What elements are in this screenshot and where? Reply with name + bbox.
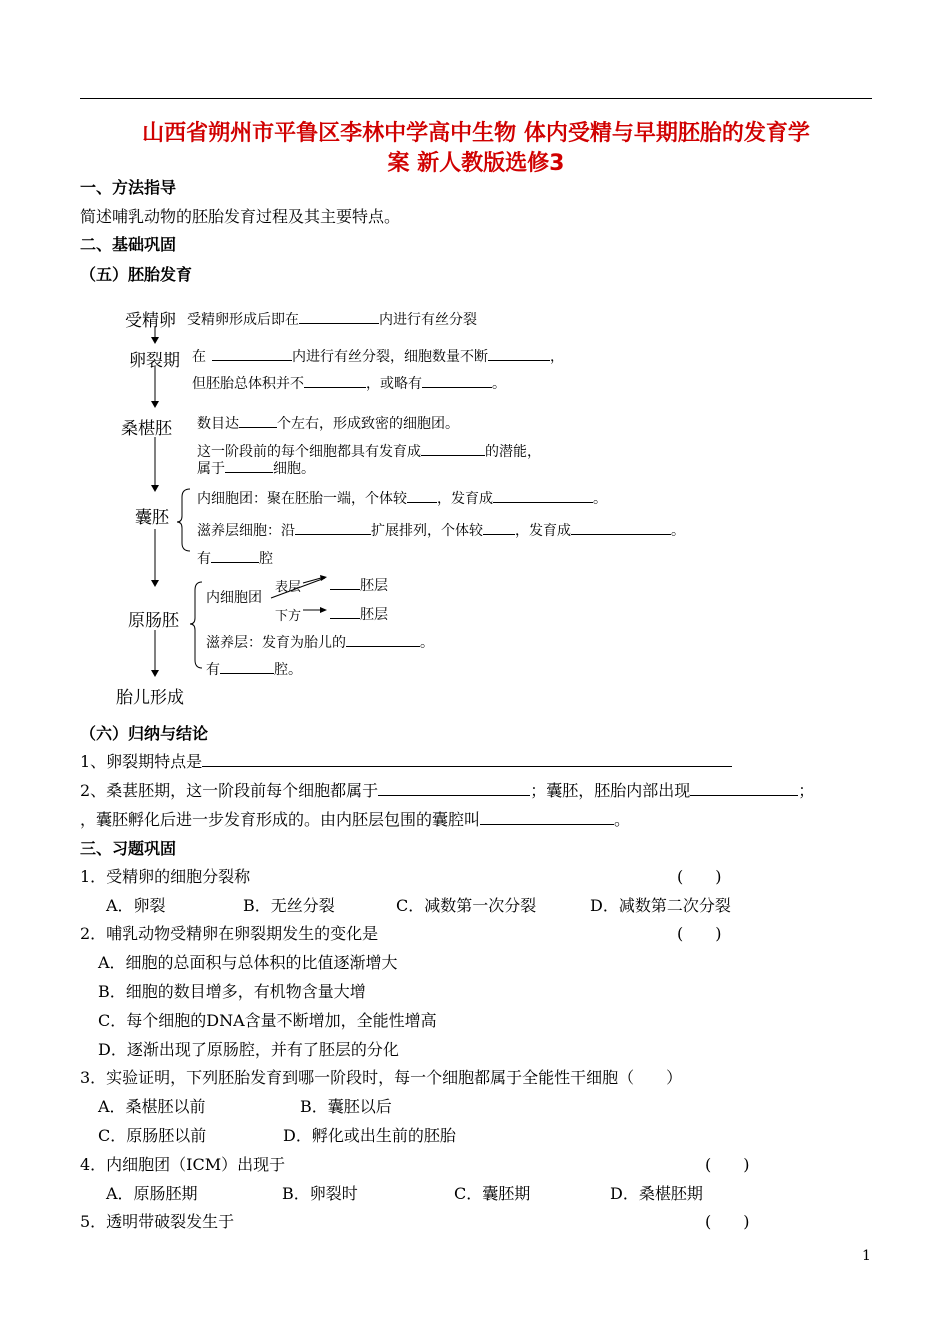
conclusion-q1: 1、卵裂期特点是 — [80, 749, 732, 772]
answer-paren-q2: ( ) — [677, 924, 722, 943]
q2-option-c: C．每个细胞的DNA含量不断增加，全能性增高 — [98, 1011, 437, 1030]
page-number: 1 — [862, 1248, 871, 1264]
q2-option-a: A．细胞的总面积与总体积的比值逐渐增大 — [98, 953, 398, 972]
exercise-q2: 2．哺乳动物受精卵在卵裂期发生的变化是 — [80, 924, 379, 943]
blastula-trophoblast-desc: 滋养层细胞：沿 扩展排列，个体较 ，发育成 。 — [197, 520, 685, 540]
morula-desc-1: 数目达 个左右，形成致密的细胞团。 — [197, 413, 459, 433]
q3-option-d: D．孵化或出生前的胚胎 — [283, 1126, 456, 1145]
arrow-head — [151, 337, 159, 344]
exercise-q3: 3．实验证明，下列胚胎发育到哪一阶段时，每一个细胞都属于全能性干细胞（ ） — [80, 1068, 683, 1087]
stage-blastula: 囊胚 — [135, 508, 169, 528]
q1-option-b: B．无丝分裂 — [243, 896, 335, 915]
q1-option-a: A．卵裂 — [106, 896, 166, 915]
arrow-head — [320, 575, 327, 581]
answer-paren-q5: ( ) — [705, 1212, 750, 1231]
morula-desc-3: 属于 细胞。 — [197, 458, 315, 478]
gastrula-cavity-desc: 有 腔。 — [206, 659, 302, 679]
q3-option-a: A．桑椹胚以前 — [98, 1097, 206, 1116]
stage-fetus: 胎儿形成 — [116, 688, 184, 708]
exercise-q4: 4．内细胞团（ICM）出现于 — [80, 1155, 286, 1174]
section1-heading: 一、方法指导 — [80, 178, 177, 197]
gastrula-brace — [190, 582, 202, 668]
answer-paren-q1: ( ) — [677, 867, 722, 886]
conclusion-q2-cont: ，囊胚孵化后进一步发育形成的。由内胚层包围的囊腔叫 。 — [80, 810, 631, 829]
q2-option-d: D．逐渐出现了原肠腔，并有了胚层的分化 — [98, 1040, 399, 1059]
q1-option-d: D．减数第二次分裂 — [590, 896, 731, 915]
q4-option-b: B．卵裂时 — [282, 1184, 358, 1203]
arrow-head — [151, 670, 159, 677]
subsection5-heading: （五）胚胎发育 — [80, 265, 193, 284]
blastula-cavity-desc: 有 腔 — [197, 548, 273, 568]
subsection6-heading: （六）归纳与结论 — [80, 724, 209, 743]
stage-cleavage: 卵裂期 — [129, 351, 180, 371]
q3-option-c: C．原肠胚以前 — [98, 1126, 207, 1145]
conclusion-q2: 2、桑葚胚期，这一阶段前每个细胞都属于 ；囊胚，胚胎内部出现 ； — [80, 781, 815, 800]
morula-desc-2: 这一阶段前的每个细胞都具有发育成 的潜能， — [197, 441, 541, 461]
section2-heading: 二、基础巩固 — [80, 235, 177, 254]
q2-option-b: B．细胞的数目增多，有机物含量大增 — [98, 982, 366, 1001]
document-title-line2: 案 新人教版选修3 — [387, 151, 565, 176]
answer-paren-q4: ( ) — [705, 1155, 750, 1174]
blastula-brace — [177, 489, 190, 551]
q4-option-a: A．原肠胚期 — [106, 1184, 198, 1203]
q3-option-b: B．囊胚以后 — [300, 1097, 392, 1116]
q1-option-c: C．减数第一次分裂 — [396, 896, 537, 915]
gastrula-lower-label: 下方 — [275, 609, 302, 624]
arrow-head — [320, 607, 327, 613]
exercise-q1: 1．受精卵的细胞分裂称 — [80, 867, 251, 886]
blastula-icm-desc: 内细胞团：聚在胚胎一端，个体较 ，发育成 。 — [197, 488, 607, 508]
q4-option-c: C．囊胚期 — [454, 1184, 531, 1203]
cleavage-desc-2: 但胚胎总体积并不 ，或略有 。 — [192, 373, 506, 393]
section3-heading: 三、习题巩固 — [80, 839, 177, 858]
arrow-head — [151, 485, 159, 492]
gastrula-icm-label: 内细胞团 — [206, 590, 262, 606]
arrow-head — [151, 401, 159, 408]
stage-morula: 桑椹胚 — [121, 419, 172, 439]
gastrula-trophoblast-desc: 滋养层：发育为胎儿的 。 — [206, 632, 434, 652]
stage-gastrula: 原肠胚 — [128, 611, 179, 631]
gastrula-endoderm-blank: 胚层 — [330, 604, 388, 624]
zygote-desc: 受精卵形成后即在 内进行有丝分裂 — [187, 309, 477, 329]
section1-text: 简述哺乳动物的胚胎发育过程及其主要特点。 — [80, 207, 401, 226]
gastrula-ectoderm-blank: 胚层 — [330, 575, 388, 595]
document-title-line1: 山西省朔州市平鲁区李林中学高中生物 体内受精与早期胚胎的发育学 — [142, 121, 810, 146]
stage-zygote: 受精卵 — [125, 311, 176, 331]
exercise-q5: 5．透明带破裂发生于 — [80, 1212, 235, 1231]
gastrula-surface-label: 表层 — [275, 580, 302, 595]
arrow-head — [151, 580, 159, 587]
q4-option-d: D．桑椹胚期 — [610, 1184, 703, 1203]
cleavage-desc-1: 在 内进行有丝分裂，细胞数量不断 ， — [192, 346, 564, 366]
